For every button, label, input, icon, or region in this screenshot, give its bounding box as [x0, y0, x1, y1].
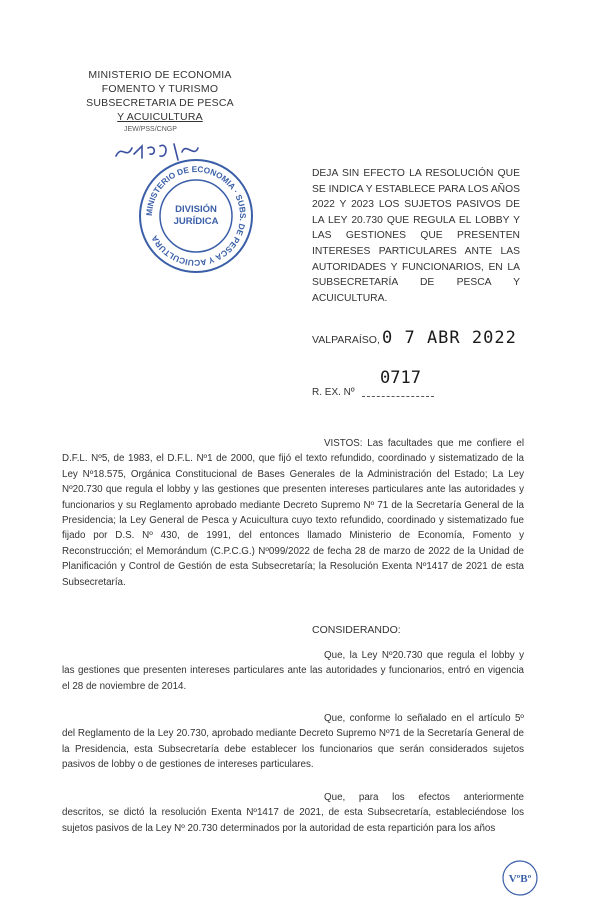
considerando-2: Que, conforme lo señalado en el artículo 5º del Reglamento de la Ley 20.730, aprobado mediante Decreto Supremo Nº71 de la Secretaría General de la Presidencia, esta Subsecretaría debe establecer los funcionarios que serán considerados sujetos pasivos de lobby o de gestiones de intereses particulares. [62, 713, 524, 771]
vistos-paragraph [62, 436, 524, 590]
header-line-4: Y ACUICULTURA [117, 111, 203, 123]
header-line-3: SUBSECRETARIA DE PESCA [86, 97, 234, 109]
vistos-text: Las facultades que me confiere el D.F.L. Nº5, de 1983, el D.F.L. Nº1 de 2000, que fijó el texto refundido, coordinado y sistematizado de la Ley Nº18.575, Orgánica Constitucional de Bases Generales de la Administración del Estado; La Ley Nº20.730 que regula el lobby y las gestiones que presenten intereses particulares ante las autoridades y funcionarios y su Reglamento aprobado mediante Decreto Supremo Nº 71 de la Secretaría General de la Presidencia; la Ley General de Pesca y Acuicultura cuyo texto refundido, coordinado y sistematizado fue fijado por D.S. Nº 430, de 1991, del entonces llamado Ministerio de Economía, Fomento y Reconstrucción; el Memorándum (C.P.C.G.) Nº099/2022 de fecha 28 de marzo de 2022 de la Unidad de Planificación y Control de Gestión de esta Subsecretaría; la Resolución Exenta Nº1417 de 2021 de esta Subsecretaría. [62, 438, 524, 588]
place-label: VALPARAÍSO, [312, 334, 380, 346]
stamp-center-line-2: JURÍDICA [173, 216, 219, 227]
considerando-3: Que, para los efectos anteriormente descritos, se dictó la resolución Exenta Nº1417 de 2021, de esta Subsecretaría, estableciéndose los sujetos pasivos de la Ley Nº 20.730 determinados por la autoridad de esta repartición para los años [62, 792, 524, 834]
considerando-label: CONSIDERANDO: [312, 624, 401, 636]
rex-number: 0717 [380, 368, 421, 388]
vistos-label: VISTOS: [324, 438, 363, 449]
header-line-2: FOMENTO Y TURISMO [101, 83, 219, 95]
ministry-header [60, 68, 260, 124]
reference-code: JEW/PSS/CNGP [124, 126, 177, 133]
header-line-1: MINISTERIO DE ECONOMIA [88, 69, 232, 81]
division-juridica-stamp [136, 156, 256, 276]
considerando-1: Que, la Ley Nº20.730 que regula el lobby y las gestiones que presenten intereses particulares ante las autoridades y funcionarios, entró en vigencia el 28 de noviembre de 2014. [62, 650, 524, 692]
resolution-title: DEJA SIN EFECTO LA RESOLUCIÓN QUE SE INDICA Y ESTABLECE PARA LOS AÑOS 2022 Y 2023 LOS SUJETOS PASIVOS DE LA LEY 20.730 QUE REGULA EL LOBBY Y LAS GESTIONES QUE PRESENTEN INTERESES PARTICULARES ANTE LAS AUTORIDADES Y FUNCIONARIOS, EN LA SUBSECRETARÍA DE PESCA Y ACUICULTURA. [312, 168, 520, 304]
stamp-center-line-1: DIVISIÓN [175, 204, 217, 215]
approval-stamp [500, 858, 540, 898]
date-stamp: 0 7 ABR 2022 [382, 328, 517, 348]
stamp-ring-text: MINISTERIO DE ECONOMIA · SUBS. DE PESCA Y ACUICULTURA [143, 163, 249, 269]
approval-stamp-text: VºBº [508, 873, 532, 885]
rex-label: R. EX. Nº [312, 387, 355, 398]
